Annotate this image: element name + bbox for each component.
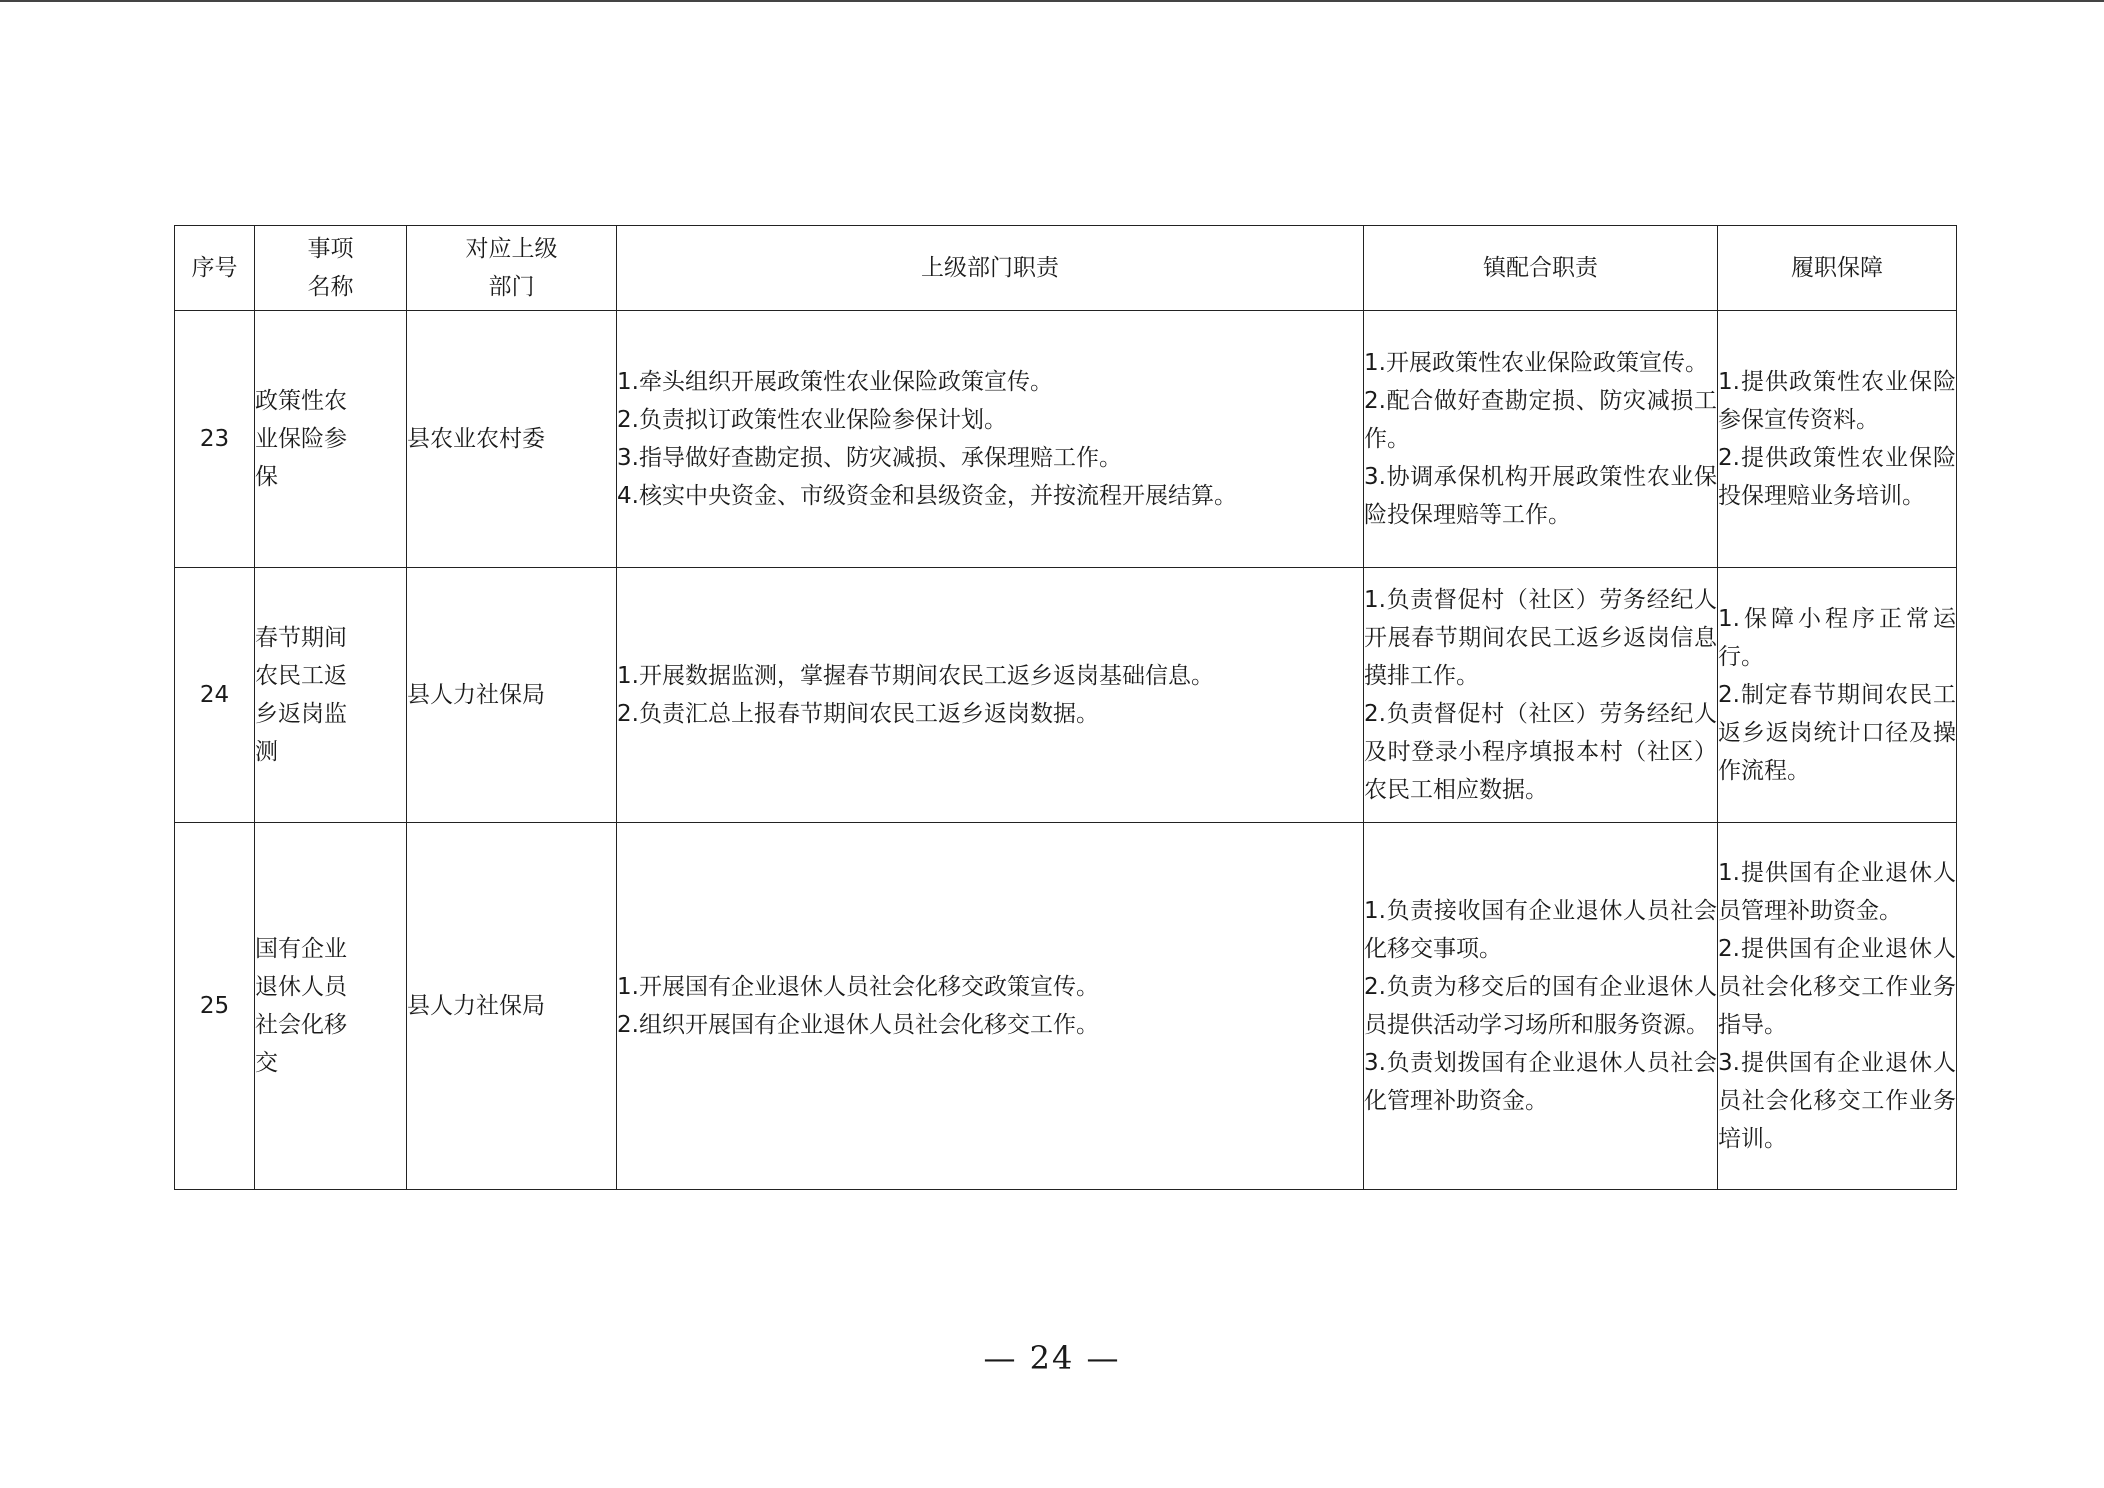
table-row xyxy=(175,568,1957,823)
town-duties: 1.负责接收国有企业退休人员社会化移交事项。 2.负责为移交后的国有企业退休人员提供活动学习场所和服务资源。 3.负责划拨国有企业退休人员社会化管理补助资金。 xyxy=(1364,823,1718,1190)
duty-guarantee: 1.提供政策性农业保险参保宣传资料。 2.提供政策性农业保险投保理赔业务培训。 xyxy=(1718,311,1957,568)
town-duties: 1.开展政策性农业保险政策宣传。 2.配合做好查勘定损、防灾减损工作。 3.协调承保机构开展政策性农业保险投保理赔等工作。 xyxy=(1364,311,1718,568)
duty-guarantee: 1.提供国有企业退休人员管理补助资金。 2.提供国有企业退休人员社会化移交工作业务指导。 3.提供国有企业退休人员社会化移交工作业务培训。 xyxy=(1718,823,1957,1190)
superior-duties: 1.开展数据监测，掌握春节期间农民工返乡返岗基础信息。 2.负责汇总上报春节期间农民工返乡返岗数据。 xyxy=(617,568,1364,823)
header-dept: 对应上级 部门 xyxy=(407,226,617,311)
superior-dept: 县人力社保局 xyxy=(407,823,617,1190)
header-name: 事项 名称 xyxy=(255,226,407,311)
header-town-duty: 镇配合职责 xyxy=(1364,226,1718,311)
row-number: 23 xyxy=(175,311,255,568)
item-name: 政策性农 业保险参 保 xyxy=(255,311,407,568)
page-top-border xyxy=(0,0,2104,2)
header-guarantee: 履职保障 xyxy=(1718,226,1957,311)
table-row xyxy=(175,311,1957,568)
table-header-row xyxy=(175,226,1957,311)
item-name: 国有企业 退休人员 社会化移 交 xyxy=(255,823,407,1190)
page-number: — 24 — xyxy=(983,1339,1121,1377)
duty-table xyxy=(174,225,1957,1190)
superior-dept: 县农业农村委 xyxy=(407,311,617,568)
header-no: 序号 xyxy=(175,226,255,311)
row-number: 25 xyxy=(175,823,255,1190)
superior-dept: 县人力社保局 xyxy=(407,568,617,823)
item-name: 春节期间 农民工返 乡返岗监 测 xyxy=(255,568,407,823)
superior-duties: 1.开展国有企业退休人员社会化移交政策宣传。 2.组织开展国有企业退休人员社会化移交工作。 xyxy=(617,823,1364,1190)
table-row xyxy=(175,823,1957,1190)
duty-guarantee: 1.保障小程序正常运行。 2.制定春节期间农民工返乡返岗统计口径及操作流程。 xyxy=(1718,568,1957,823)
town-duties: 1.负责督促村（社区）劳务经纪人开展春节期间农民工返乡返岗信息摸排工作。 2.负责督促村（社区）劳务经纪人及时登录小程序填报本村（社区）农民工相应数据。 xyxy=(1364,568,1718,823)
superior-duties: 1.牵头组织开展政策性农业保险政策宣传。 2.负责拟订政策性农业保险参保计划。 3.指导做好查勘定损、防灾减损、承保理赔工作。 4.核实中央资金、市级资金和县级资金，并按流程开展结算。 xyxy=(617,311,1364,568)
header-upper-duty: 上级部门职责 xyxy=(617,226,1364,311)
row-number: 24 xyxy=(175,568,255,823)
